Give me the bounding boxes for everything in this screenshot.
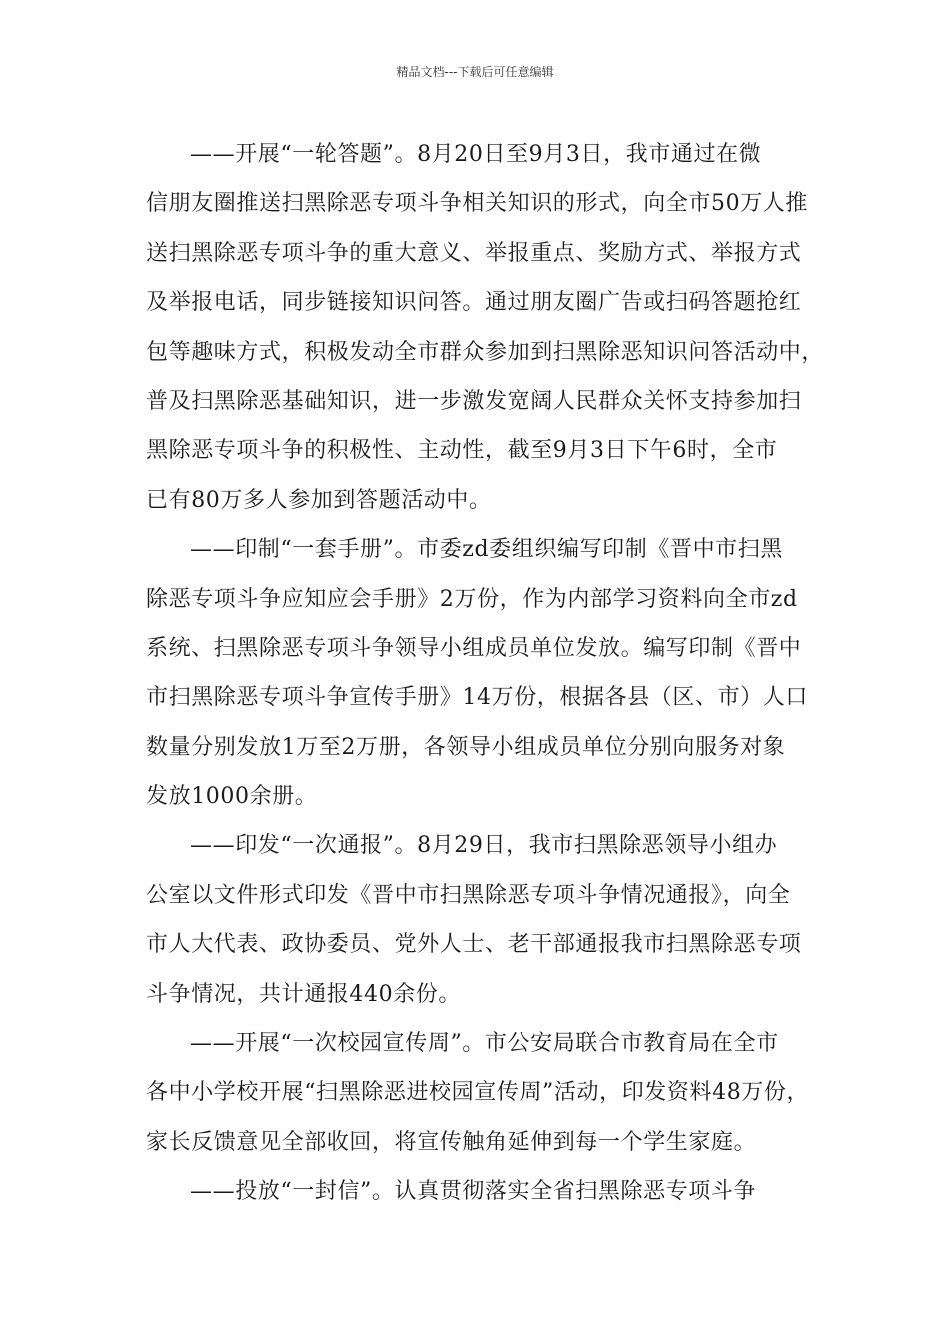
paragraph-campus-week — [146, 1019, 811, 1167]
text-line: ——开展“一轮答题”。8月20日至9月3日，我市通过在微 — [190, 142, 762, 167]
text-line: ——印制“一套手册”。市委zd委组织编写印制《晋中市扫黑 — [190, 537, 783, 563]
text-line: ——投放“一封信”。认真贯彻落实全省扫黑除恶专项斗争 — [190, 1179, 757, 1205]
text-line: 黑除恶专项斗争的积极性、主动性，截至9月3日下午6时，全市 — [146, 438, 778, 464]
text-line: ——开展“一次校园宣传周”。市公安局联合市教育局在全市 — [190, 1031, 779, 1057]
text-line: 数量分别发放1万至2万册，各领导小组成员单位分别向服务对象 — [146, 734, 786, 760]
text-line: 及举报电话，同步链接知识问答。通过朋友圈广告或扫码答题抢红 — [146, 290, 802, 316]
text-line: 市人大代表、政协委员、党外人士、老干部通报我市扫黑除恶专项 — [146, 932, 802, 958]
text-line: 公室以文件形式印发《晋中市扫黑除恶专项斗争情况通报》，向全 — [146, 882, 791, 908]
text-line: 家长反馈意见全部收回，将宣传触角延伸到每一个学生家庭。 — [146, 1129, 757, 1155]
text-line: 送扫黑除恶专项斗争的重大意义、举报重点、奖励方式、举报方式 — [146, 240, 802, 266]
text-line: 已有80万多人参加到答题活动中。 — [146, 487, 492, 513]
paragraph-letter — [146, 1167, 811, 1216]
text-line: 除恶专项斗争应知应会手册》2万份，作为内部学习资料向全市zd — [146, 586, 798, 612]
text-line: 普及扫黑除恶基础知识，进一步激发宽阔人民群众关怀支持参加扫 — [146, 388, 802, 414]
document-body — [146, 130, 825, 1217]
text-line: 发放1000余册。 — [146, 784, 318, 810]
paragraph-bulletin — [146, 821, 811, 1019]
text-line: 市扫黑除恶专项斗争宣传手册》14万份，根据各县（区、市）人口 — [146, 685, 808, 711]
text-line: ——印发“一次通报”。8月29日，我市扫黑除恶领导小组办 — [190, 833, 778, 859]
paragraph-handbook — [146, 525, 811, 821]
text-line: 包等趣味方式，积极发动全市群众参加到扫黑除恶知识问答活动中， — [146, 339, 825, 365]
paragraph-online-quiz — [146, 130, 825, 525]
page-header: 精品文档---下载后可任意编辑 — [396, 65, 554, 79]
text-line: 信朋友圈推送扫黑除恶专项斗争相关知识的形式，向全市50万人推 — [146, 191, 808, 217]
text-line: 各中小学校开展“扫黑除恶进校园宣传周”活动，印发资料48万份， — [146, 1080, 810, 1106]
text-line: 系统、扫黑除恶专项斗争领导小组成员单位发放。编写印制《晋中 — [146, 635, 802, 661]
text-line: 斗争情况，共计通报440余份。 — [146, 981, 461, 1007]
